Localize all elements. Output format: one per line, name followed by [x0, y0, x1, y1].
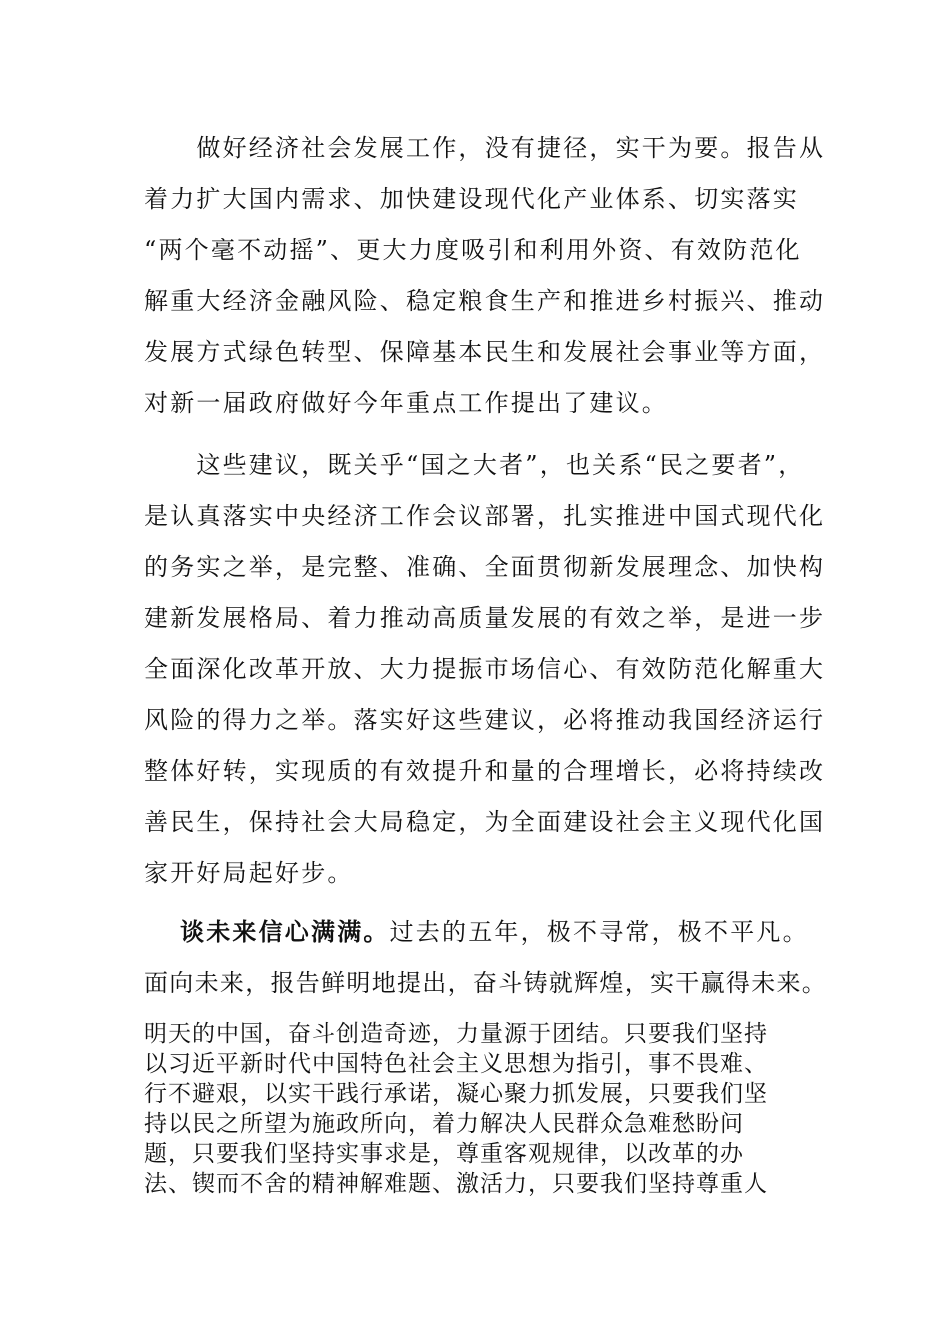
paragraph-3-line: [180, 917, 880, 947]
paragraph-3-line: 面向未来，报告鲜明地提出，奋斗铸就辉煌，实干赢得未来。: [144, 969, 828, 997]
paragraph-1-line: 发展方式绿色转型、保障基本民生和发展社会事业等方面，: [144, 338, 826, 366]
section-heading: 谈未来信心满满。: [180, 917, 390, 946]
section-heading-continuation: 过去的五年，极不寻常，极不平凡。: [389, 918, 809, 946]
paragraph-1-line: 对新一届政府做好今年重点工作提出了建议。: [144, 389, 668, 417]
paragraph-2-line: 是认真落实中央经济工作会议部署，扎实推进中国式现代化: [144, 502, 826, 530]
paragraph-1-line: 做好经济社会发展工作，没有捷径，实干为要。报告从: [144, 134, 826, 162]
paragraph-3-line: 持以民之所望为施政所向，着力解决人民群众急难愁盼问: [144, 1111, 744, 1137]
paragraph-1-line: “两个毫不动摇”、更大力度吸引和利用外资、有效防范化: [144, 236, 802, 264]
paragraph-2-line: 建新发展格局、着力推动高质量发展的有效之举，是进一步: [144, 604, 826, 632]
paragraph-2-line: 整体好转，实现质的有效提升和量的合理增长，必将持续改: [144, 757, 826, 785]
paragraph-1-line: 解重大经济金融风险、稳定粮食生产和推进乡村振兴、推动: [144, 287, 826, 315]
paragraph-3-line: 明天的中国，奋斗创造奇迹，力量源于团结。只要我们坚持: [144, 1021, 768, 1047]
paragraph-3-line: 以习近平新时代中国特色社会主义思想为指引，事不畏难、: [144, 1051, 768, 1077]
paragraph-3-line: 题，只要我们坚持实事求是，尊重客观规律，以改革的办: [144, 1141, 744, 1167]
paragraph-2-line: 家开好局起好步。: [144, 859, 354, 887]
paragraph-2-line: 这些建议，既关乎“国之大者”，也关系“民之要者”，: [144, 451, 805, 479]
paragraph-2-line: 全面深化改革开放、大力提振市场信心、有效防范化解重大: [144, 655, 826, 683]
paragraph-3-line: 法、锲而不舍的精神解难题、激活力，只要我们坚持尊重人: [144, 1171, 768, 1197]
paragraph-1-line: 着力扩大国内需求、加快建设现代化产业体系、切实落实: [144, 185, 799, 213]
paragraph-2-line: 风险的得力之举。落实好这些建议，必将推动我国经济运行: [144, 706, 826, 734]
paragraph-3-line: 行不避艰，以实干践行承诺，凝心聚力抓发展，只要我们坚: [144, 1081, 768, 1107]
paragraph-2-line: 的务实之举，是完整、准确、全面贯彻新发展理念、加快构: [144, 553, 826, 581]
paragraph-2-line: 善民生，保持社会大局稳定，为全面建设社会主义现代化国: [144, 808, 826, 836]
